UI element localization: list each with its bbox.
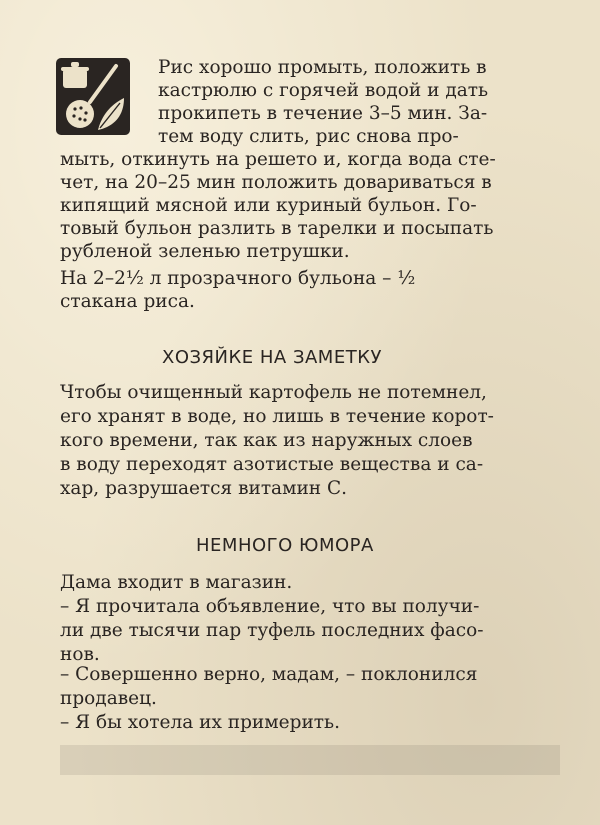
tip-heading: ХОЗЯЙКЕ НА ЗАМЕТКУ (162, 347, 382, 368)
humor-line: продавец. (60, 688, 157, 709)
recipe-line: чет, на 20–25 мин положить довариваться в (60, 172, 492, 193)
tip-line: его хранят в воде, но лишь в течение корот- (60, 406, 494, 427)
recipe-line: рубленой зеленью петрушки. (60, 241, 350, 262)
recipe-line: прокипеть в течение 3–5 мин. За- (158, 103, 488, 124)
humor-heading: НЕМНОГО ЮМОРА (196, 535, 374, 556)
tip-line: хар, разрушается витамин С. (60, 478, 348, 499)
tip-line: в воду переходят азотистые вещества и са- (60, 454, 484, 475)
tip-line: Чтобы очищенный картофель не потемнел, (60, 382, 487, 403)
kitchen-icon (56, 58, 130, 135)
humor-line: – Я прочитала объявление, что вы получи- (60, 596, 480, 617)
recipe-line: тем воду слить, рис снова про- (158, 126, 459, 147)
recipe-line: мыть, откинуть на решето и, когда вода сте- (60, 149, 496, 170)
recipe-line: Рис хорошо промыть, положить в (158, 57, 487, 78)
recipe-line: товый бульон разлить в тарелки и посыпать (60, 218, 494, 239)
recipe-line: На 2–2½ л прозрачного бульона – ½ (60, 268, 416, 289)
humor-line: – Совершенно верно, мадам, – поклонился (60, 664, 478, 685)
humor-line: – Я бы хотела их примерить. (60, 712, 340, 733)
recipe-line: кастрюлю с горячей водой и дать (158, 80, 489, 101)
bleed-through-texture (60, 735, 560, 785)
recipe-line: кипящий мясной или куриный бульон. Го- (60, 195, 477, 216)
humor-line: ли две тысячи пар туфель последних фасо- (60, 620, 484, 641)
humor-line: Дама входит в магазин. (60, 572, 293, 593)
humor-line: нов. (60, 644, 100, 665)
tip-line: кого времени, так как из наружных слоев (60, 430, 473, 451)
recipe-line: стакана риса. (60, 291, 195, 312)
